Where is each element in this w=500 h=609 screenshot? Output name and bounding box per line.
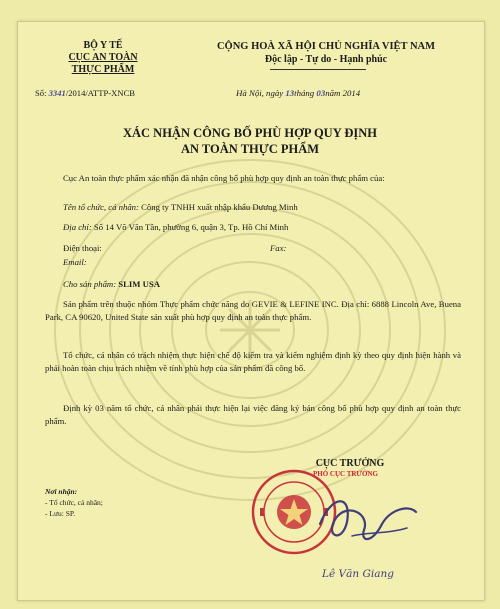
recipients-block	[45, 486, 103, 519]
organization-value: Công ty TNHH xuất nhập khẩu Dương Minh	[141, 202, 298, 212]
recipient-item: - Lưu: SP.	[45, 509, 76, 518]
address-line	[63, 221, 461, 234]
address-label: Địa chỉ:	[63, 222, 92, 232]
signer-subtitle: PHÓ CỤC TRƯỞNG	[313, 470, 378, 478]
document-title-line2: AN TOÀN THỰC PHẨM	[180, 142, 320, 156]
product-label: Cho sản phẩm:	[63, 279, 117, 289]
fax-label: Fax:	[270, 243, 287, 253]
ministry-name: BỘ Y TẾ	[83, 40, 123, 51]
motto-underline	[270, 69, 366, 70]
department-name-line1: CỤC AN TOÀN	[68, 52, 138, 63]
renewal-paragraph: Định kỳ 03 năm tổ chức, cá nhân phải thực hiện lại việc đăng ký bản công bố phù hợp quy định an toàn thực phẩm.	[45, 403, 461, 426]
organization-label: Tên tổ chức, cá nhân:	[63, 202, 139, 212]
department-name-line2: THỰC PHẨM	[71, 64, 135, 75]
product-value: SLIM USA	[118, 279, 161, 289]
address-value: Số 14 Võ Văn Tần, phường 6, quận 3, Tp. Hồ Chí Minh	[93, 222, 289, 232]
handwritten-signature	[312, 484, 422, 554]
country-name: CỘNG HOÀ XÃ HỘI CHỦ NGHĨA VIỆT NAM	[216, 41, 436, 52]
signer-title: CỤC TRƯỞNG	[315, 458, 385, 469]
phone-label: Điện thoại:	[63, 243, 102, 253]
intro-paragraph: Cục An toàn thực phẩm xác nhận đã nhận công bố phù hợp quy định an toàn thực phẩm của:	[63, 173, 385, 183]
document-title-line1: XÁC NHẬN CÔNG BỐ PHÙ HỢP QUY ĐỊNH	[122, 126, 378, 140]
product-line	[63, 278, 461, 291]
ministry-header	[28, 40, 178, 76]
date-month: 03	[316, 88, 326, 98]
email-label: Email:	[63, 257, 87, 267]
document-number: Số: 3341/2014/ATTP-XNCB	[35, 88, 136, 98]
organization-line	[63, 201, 461, 214]
national-header	[176, 40, 476, 66]
recipient-item: - Tổ chức, cá nhân;	[45, 498, 103, 507]
recipients-label: Nơi nhận:	[45, 487, 78, 496]
signer-name: Lê Văn Giang	[322, 568, 394, 580]
national-motto: Độc lập - Tự do - Hạnh phúc	[264, 54, 388, 65]
place-and-date: Hà Nội, ngày 13tháng 03năm 2014	[236, 88, 361, 98]
date-day: 13	[285, 88, 295, 98]
responsibility-paragraph: Tổ chức, cá nhân có trách nhiệm thực hiện chế độ kiểm tra và kiểm nghiệm định kỳ theo quy định hiện hành và phải hoàn toàn chịu trách nhiệm về tính phù hợp của sản phẩm đã công bố.	[45, 350, 461, 373]
manufacturer-paragraph: Sản phẩm trên thuộc nhóm Thực phẩm chức năng do GEVIE & LEFINE INC. Địa chỉ: 6888 Lincoln Ave, Buena Park, CA 90620, United State sản xuất phù hợp quy định an toàn thực phẩm.	[45, 299, 461, 322]
document-number-handwritten: 3341	[48, 88, 66, 98]
